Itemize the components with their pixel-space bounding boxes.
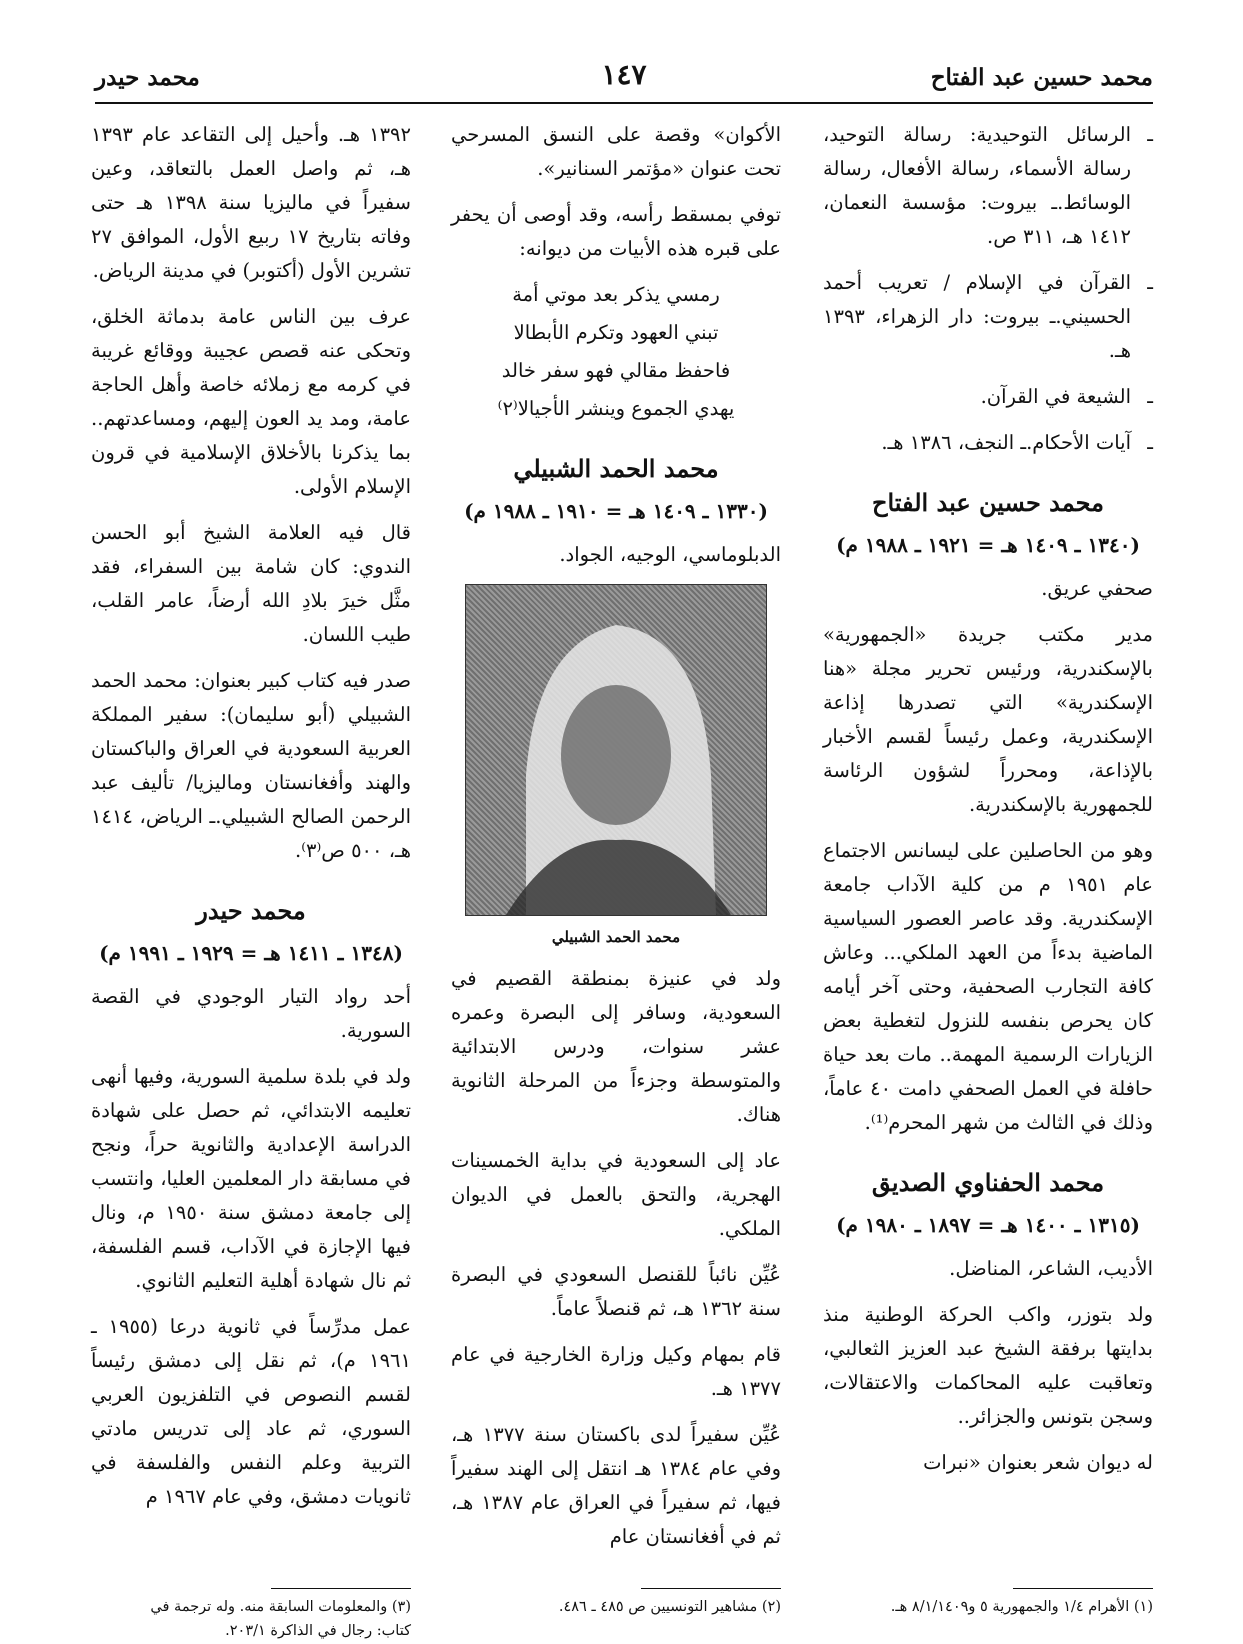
- paragraph: عُيِّن نائباً للقنصل السعودي في البصرة سنة ١٣٦٢ هـ، ثم قنصلاً عاماً.: [451, 1263, 781, 1320]
- paragraph: قام بمهام وكيل وزارة الخارجية في عام ١٣٧٧ هـ.: [451, 1343, 781, 1400]
- list-item: ـ القرآن في الإسلام / تعريب أحمد الحسيني.ـ بيروت: دار الزهراء، ١٣٩٣ هـ.: [823, 266, 1153, 368]
- verse-line: تبني العهود وتكرم الأبطالا: [513, 321, 719, 344]
- paragraph: الدبلوماسي، الوجيه، الجواد.: [559, 543, 781, 566]
- paragraph: صحفي عريق.: [1041, 577, 1153, 600]
- paragraph: الأكوان» وقصة على النسق المسرحي تحت عنوان «مؤتمر السنانير».: [451, 123, 781, 180]
- running-head-right: محمد حسين عبد الفتاح: [930, 64, 1153, 91]
- verse-line: فاحفظ مقالي فهو سفر خالد: [501, 359, 731, 382]
- photo-caption: محمد الحمد الشبيلي: [551, 928, 681, 946]
- paragraph: مدير مكتب جريدة «الجمهورية» بالإسكندرية، ورئيس تحرير مجلة «هنا الإسكندرية» التي تصدرها إذاعة الإسكندرية، وعمل رئيساً لقسم الأخبار بالإذاعة، ومحرراً لشؤون الرئاسة للجمهورية بالإسكندرية.: [823, 623, 1153, 816]
- list-item: ـ الشيعة في القرآن.: [823, 380, 1153, 414]
- entry-heading: محمد حسين عبد الفتاح: [872, 488, 1104, 517]
- paragraph: ولد في بلدة سلمية السورية، وفيها أنهى تعليمه الابتدائي، ثم حصل على شهادة الدراسة الإعدادية والثانوية حراً، ونجح في مسابقة دار المعلمين العليا، وانتسب إلى جامعة دمشق سنة ١٩٥٠ م، ونال فيها الإجازة في الآداب، قسم الفلسفة، ثم نال شهادة أهلية التعليم الثانوي.: [91, 1065, 411, 1292]
- column-right: [823, 118, 1153, 1492]
- paragraph: الأديب، الشاعر، المناضل.: [949, 1257, 1153, 1280]
- footnote-line: كتاب: رجال في الذاكرة ٢٠٣/١.: [225, 1623, 411, 1639]
- list-item: ـ الرسائل التوحيدية: رسالة التوحيد، رسالة الأسماء، رسالة الأفعال، رسالة الوسائط.ـ بيروت: مؤسسة النعمان، ١٤١٢ هـ، ٣١١ ص.: [823, 118, 1153, 254]
- entry-dates: (١٣١٥ ـ ١٤٠٠ هـ = ١٨٩٧ ـ ١٩٨٠ م): [836, 1213, 1140, 1237]
- paragraph: ولد في عنيزة بمنطقة القصيم في السعودية، وسافر إلى البصرة وعمره عشر سنوات، ودرس الابتدائية والمتوسطة وجزءاً من المرحلة الثانوية هناك.: [451, 967, 781, 1126]
- footnote-line: (٣) والمعلومات السابقة منه. وله ترجمة في: [150, 1599, 411, 1615]
- footnote: (١) الأهرام ١/٤ والجمهورية ٥ و٨/١/١٤٠٩ هـ.: [890, 1599, 1153, 1615]
- entry-dates: (١٣٤٠ ـ ١٤٠٩ هـ = ١٩٢١ ـ ١٩٨٨ م): [836, 533, 1140, 557]
- paragraph: عاد إلى السعودية في بداية الخمسينات الهجرية، والتحق بالعمل في الديوان الملكي.: [451, 1149, 781, 1240]
- paragraph: عمل مدرِّساً في ثانوية درعا (١٩٥٥ ـ ١٩٦١ م)، ثم نقل إلى دمشق رئيساً لقسم النصوص في التلفزيون العربي السوري، ثم عاد إلى تدريس مادتي التربية وعلم النفس والفلسفة في ثانويات دمشق، وفي عام ١٩٦٧ م: [91, 1315, 411, 1508]
- running-head-left: محمد حيدر: [95, 64, 200, 91]
- verse-line: يهدي الجموع وينشر الأجيالا⁽٢⁾: [497, 397, 735, 420]
- paragraph: ولد بتوزر، واكب الحركة الوطنية منذ بدايتها برفقة الشيخ عبد العزيز الثعالبي، وتعاقبت عليه المحاكمات والاعتقالات، وسجن بتونس والجزائر..: [823, 1303, 1153, 1428]
- paragraph: عرف بين الناس عامة بدماثة الخلق، وتحكى عنه قصص عجيبة ووقائع غريبة في كرمه مع زملائه خاصة وأهل الحاجة عامة، ومد يد العون إليهم، ومساعدتهم.. بما يذكرنا بالأخلاق الإسلامية في قرون الإسلام الأولى.: [91, 305, 411, 498]
- column-left: [91, 118, 411, 1526]
- page-number: ١٤٧: [601, 58, 647, 91]
- header-rule: [95, 102, 1153, 104]
- paragraph: ١٣٩٢ هـ. وأحيل إلى التقاعد عام ١٣٩٣ هـ، ثم واصل العمل بالتعاقد، وعين سفيراً في ماليزيا سنة ١٣٩٨ هـ حتى وفاته بتاريخ ١٧ ربيع الأول، الموافق ٢٧ تشرين الأول (أكتوبر) في مدينة الرياض.: [91, 123, 411, 282]
- paragraph: له ديوان شعر بعنوان «نبرات: [923, 1451, 1153, 1474]
- column-middle: [451, 118, 781, 1566]
- entry-heading: محمد حيدر: [196, 896, 306, 925]
- footnote-rule: [271, 1588, 411, 1589]
- footnote-rule: [1013, 1588, 1153, 1589]
- portrait-figure-icon: [466, 585, 766, 915]
- paragraph: وهو من الحاصلين على ليسانس الاجتماع عام ١٩٥١ م من كلية الآداب جامعة الإسكندرية. وقد عاصر العصور السياسية الماضية بدءاً من العهد الملكي... وعاش كافة التجارب الصحفية، وحتى آخر أيامه كان يحرص بنفسه للنزول لتغطية بعض الزيارات الرسمية المهمة.. مات بعد حياة حافلة في العمل الصحفي دامت ٤٠ عاماً، وذلك في الثالث من شهر المحرم⁽¹⁾.: [823, 839, 1153, 1134]
- entry-dates: (١٣٣٠ ـ ١٤٠٩ هـ = ١٩١٠ ـ ١٩٨٨ م): [464, 499, 768, 523]
- list-item: ـ آيات الأحكام.ـ النجف، ١٣٨٦ هـ.: [823, 426, 1153, 460]
- entry-heading: محمد الحمد الشبيلي: [513, 454, 719, 483]
- paragraph: أحد رواد التيار الوجودي في القصة السورية.: [91, 985, 411, 1042]
- entry-dates: (١٣٤٨ ـ ١٤١١ هـ = ١٩٢٩ ـ ١٩٩١ م): [99, 941, 403, 965]
- entry-heading: محمد الحفناوي الصديق: [871, 1168, 1105, 1197]
- footnote: [91, 1595, 411, 1643]
- paragraph: توفي بمسقط رأسه، وقد أوصى أن يحفر على قبره هذه الأبيات من ديوانه:: [451, 203, 781, 260]
- footnote: (٢) مشاهير التونسيين ص ٤٨٥ ـ ٤٨٦.: [558, 1599, 781, 1615]
- page-header: [95, 58, 1153, 100]
- paragraph: قال فيه العلامة الشيخ أبو الحسن الندوي: كان شامة بين السفراء، فقد مثَّل خيرَ بلادِ الله أرضاً، عامر القلب، طيب اللسان.: [91, 521, 411, 646]
- footnote-rule: [641, 1588, 781, 1589]
- portrait-photo: [465, 584, 767, 916]
- paragraph: عُيِّن سفيراً لدى باكستان سنة ١٣٧٧ هـ، وفي عام ١٣٨٤ هـ انتقل إلى الهند سفيراً فيها، ثم سفيراً في العراق عام ١٣٨٧ هـ، ثم في أفغانستان عام: [451, 1423, 781, 1548]
- paragraph: صدر فيه كتاب كبير بعنوان: محمد الحمد الشبيلي (أبو سليمان): سفير المملكة العربية السعودية في العراق والباكستان والهند وأفغانستان وماليزيا/ تأليف عبد الرحمن الصالح الشبيلي.ـ الرياض، ١٤١٤ هـ، ٥٠٠ ص⁽٣⁾.: [91, 669, 411, 862]
- verse-line: رمسي يذكر بعد موتي أمة: [512, 283, 720, 306]
